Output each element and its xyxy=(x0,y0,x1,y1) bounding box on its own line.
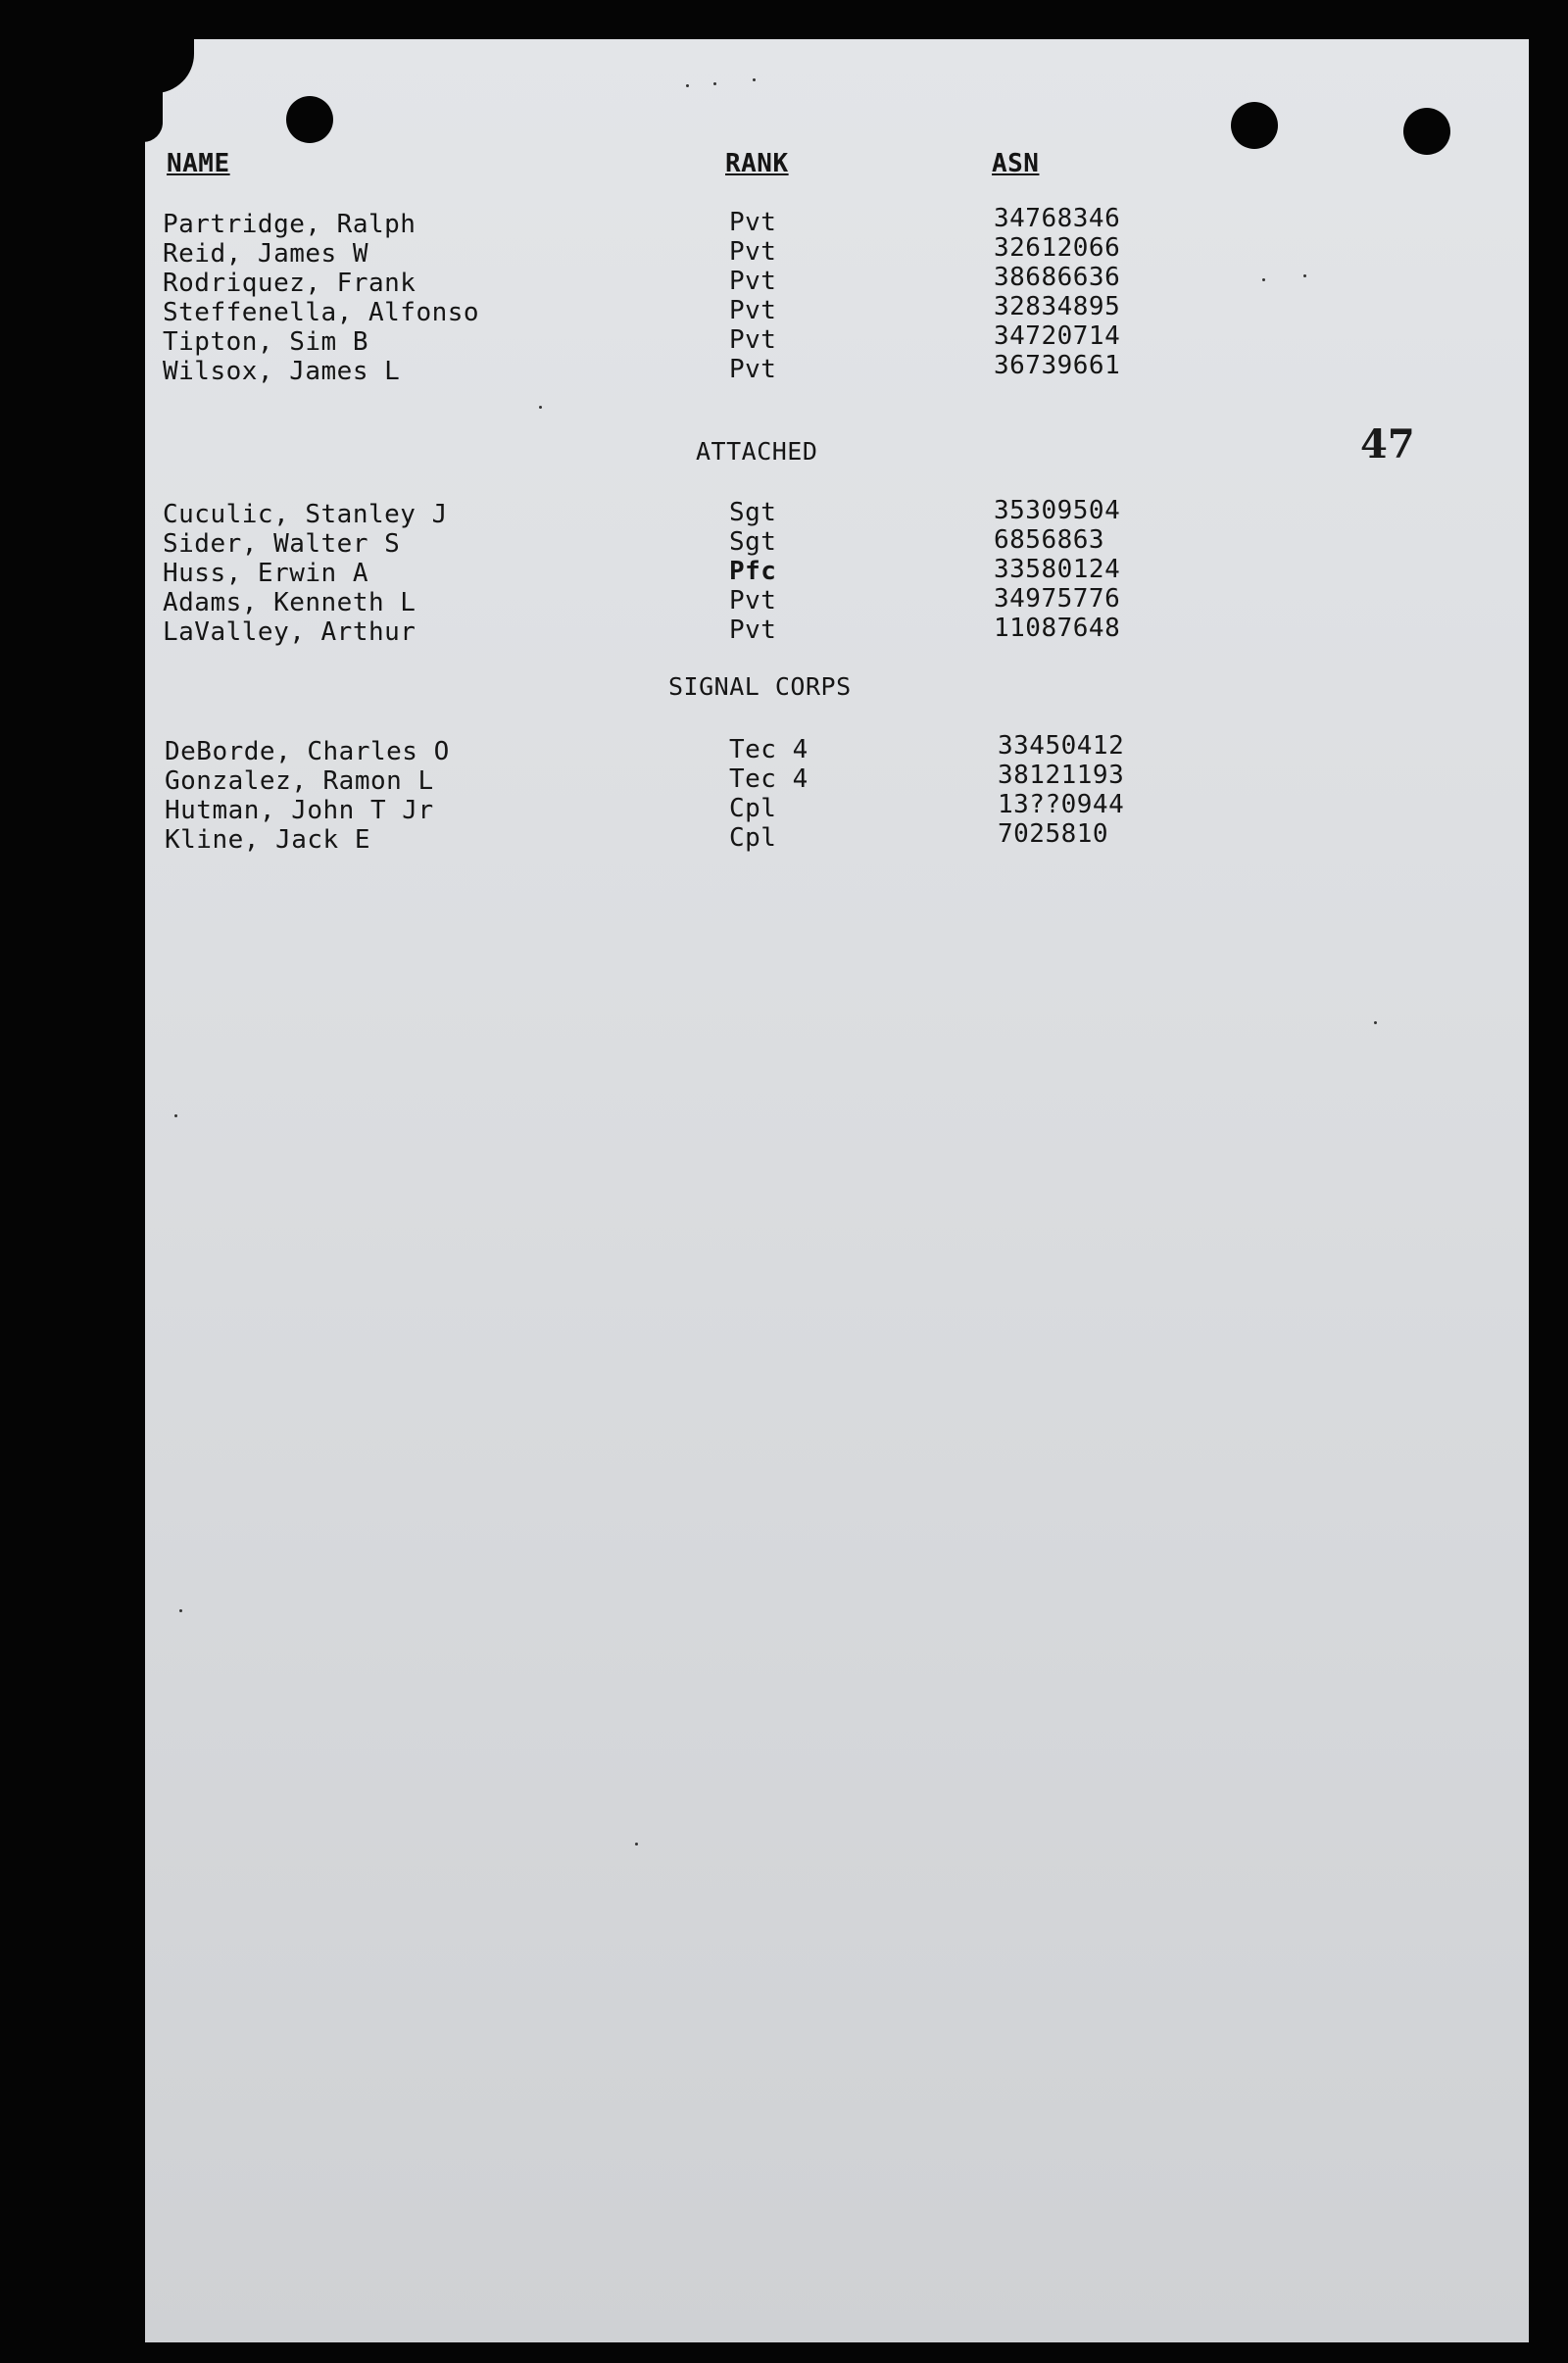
speck xyxy=(713,82,716,85)
attached-name: Huss, Erwin A xyxy=(163,559,368,588)
roster-asn: 34720714 xyxy=(994,321,1121,351)
roster-name: Steffenella, Alfonso xyxy=(163,298,480,327)
roster-rank: Pvt xyxy=(729,355,777,384)
attached-asn: 34975776 xyxy=(994,584,1121,614)
attached-rank: Sgt xyxy=(729,498,777,527)
roster-rank: Pvt xyxy=(729,325,777,355)
roster-asn: 38686636 xyxy=(994,263,1121,292)
roster-name: Wilsox, James L xyxy=(163,357,401,386)
header-asn: ASN xyxy=(992,149,1040,178)
header-rank: RANK xyxy=(725,149,789,178)
attached-asn: 6856863 xyxy=(994,525,1105,555)
attached-name: Adams, Kenneth L xyxy=(163,588,416,617)
signal-asn: 13??0944 xyxy=(998,790,1125,819)
signal-asn: 38121193 xyxy=(998,761,1125,790)
section-title-attached: ATTACHED xyxy=(696,437,818,466)
torn-corner-2 xyxy=(135,88,163,142)
section-title-signal-corps: SIGNAL CORPS xyxy=(668,672,852,701)
roster-rank: Pvt xyxy=(729,237,777,267)
attached-name: Sider, Walter S xyxy=(163,529,401,559)
signal-rank: Cpl xyxy=(729,823,777,853)
signal-name: Kline, Jack E xyxy=(165,825,370,855)
signal-rank: Tec 4 xyxy=(729,764,808,794)
signal-rank: Cpl xyxy=(729,794,777,823)
speck xyxy=(635,1843,638,1846)
roster-asn: 36739661 xyxy=(994,351,1121,380)
header-name: NAME xyxy=(167,149,230,178)
torn-corner xyxy=(135,29,194,93)
signal-asn: 7025810 xyxy=(998,819,1109,849)
speck xyxy=(539,406,542,409)
roster-name: Reid, James W xyxy=(163,239,368,269)
signal-name: DeBorde, Charles O xyxy=(165,737,450,766)
roster-asn: 32612066 xyxy=(994,233,1121,263)
attached-rank: Pfc xyxy=(729,557,777,586)
speck xyxy=(1303,274,1306,277)
attached-asn: 33580124 xyxy=(994,555,1121,584)
attached-name: Cuculic, Stanley J xyxy=(163,500,448,529)
speck xyxy=(1262,278,1265,281)
speck xyxy=(179,1609,182,1612)
roster-rank: Pvt xyxy=(729,267,777,296)
speck xyxy=(1374,1021,1377,1024)
roster-name: Rodriquez, Frank xyxy=(163,269,416,298)
attached-rank: Pvt xyxy=(729,586,777,615)
punch-hole-left xyxy=(286,96,333,143)
roster-name: Tipton, Sim B xyxy=(163,327,368,357)
speck xyxy=(174,1114,177,1117)
roster-asn: 34768346 xyxy=(994,204,1121,233)
attached-rank: Sgt xyxy=(729,527,777,557)
roster-asn: 32834895 xyxy=(994,292,1121,321)
speck xyxy=(686,84,689,87)
punch-hole-right-2 xyxy=(1403,108,1450,155)
speck xyxy=(753,78,756,81)
attached-asn: 11087648 xyxy=(994,614,1121,643)
attached-name: LaValley, Arthur xyxy=(163,617,416,647)
signal-name: Hutman, John T Jr xyxy=(165,796,434,825)
document-page xyxy=(145,39,1529,2342)
signal-rank: Tec 4 xyxy=(729,735,808,764)
page-number: 47 xyxy=(1360,421,1415,468)
roster-rank: Pvt xyxy=(729,296,777,325)
attached-rank: Pvt xyxy=(729,615,777,645)
signal-name: Gonzalez, Ramon L xyxy=(165,766,434,796)
roster-rank: Pvt xyxy=(729,208,777,237)
punch-hole-right-1 xyxy=(1231,102,1278,149)
signal-asn: 33450412 xyxy=(998,731,1125,761)
roster-name: Partridge, Ralph xyxy=(163,210,416,239)
attached-asn: 35309504 xyxy=(994,496,1121,525)
